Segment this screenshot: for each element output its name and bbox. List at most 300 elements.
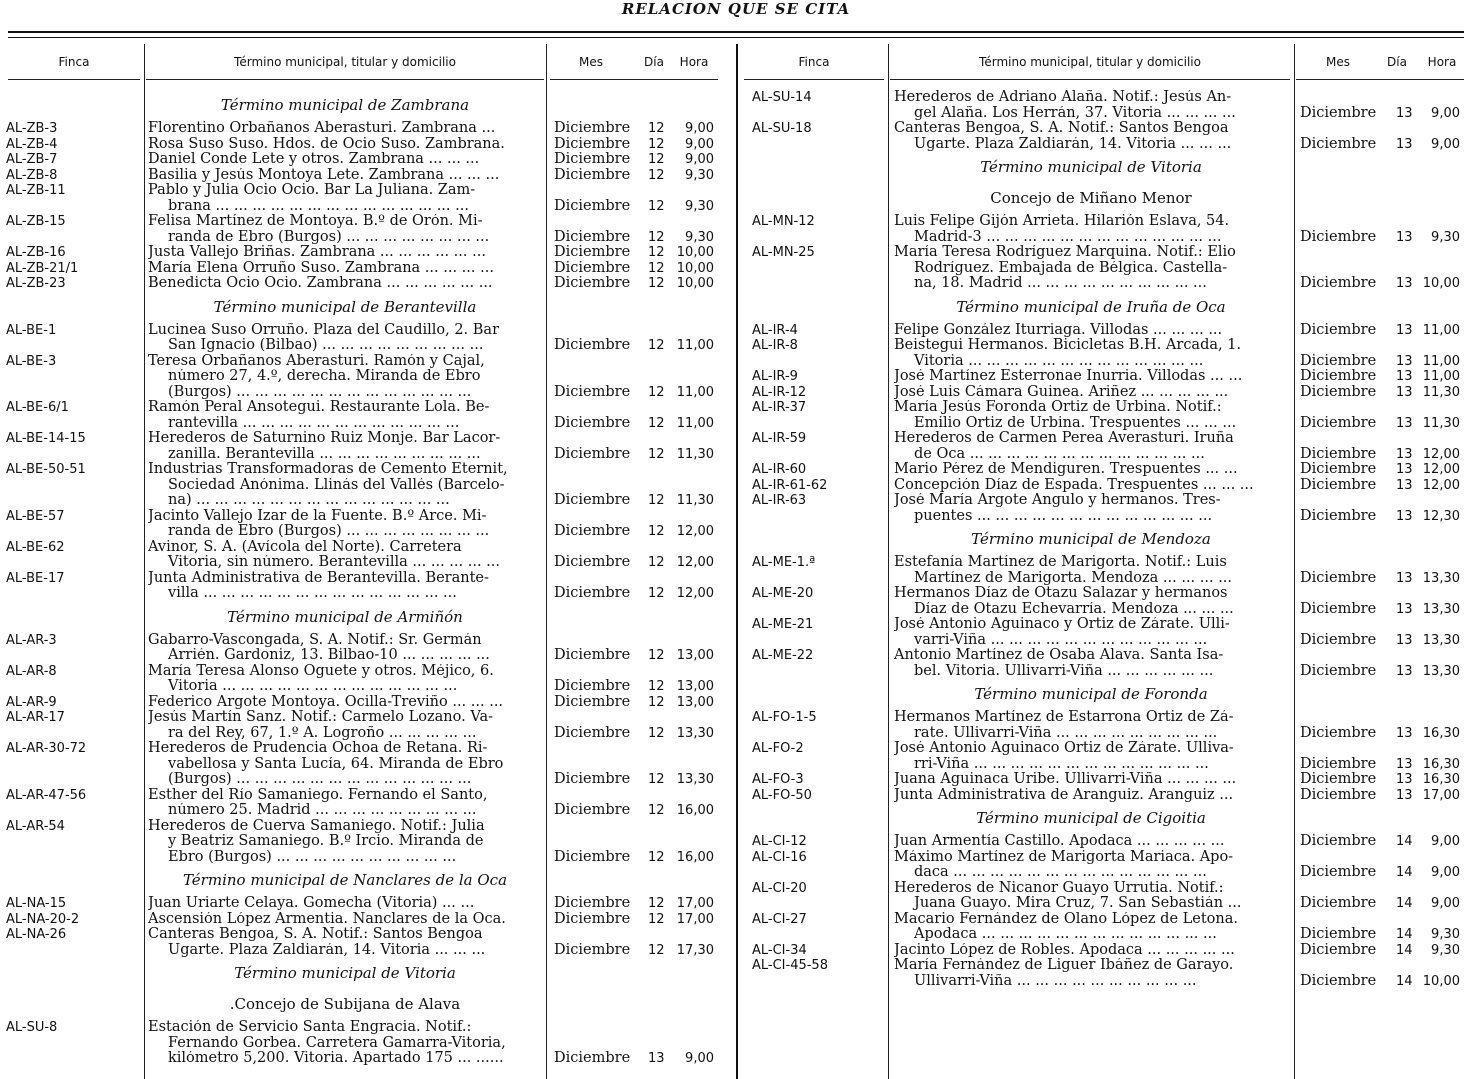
titular-line: Juana Aguinaca Uribe. Ullivarri-Viña ... ... ... ... — [894, 772, 1237, 787]
mes-value: Diciembre — [1300, 724, 1377, 741]
mes-value: Diciembre — [1300, 600, 1377, 617]
table-row — [0, 927, 736, 958]
finca-code: AL-CI-45-58 — [752, 958, 828, 973]
titular-line: puentes ... ... ... ... ... ... ... ... ... ... ... ... ... — [914, 508, 1213, 524]
dia-value: 13 — [1396, 462, 1413, 477]
mes-value: Diciembre — [554, 259, 631, 276]
titular-line: Junta Administrativa de Aranguiz. Aranguiz ... — [894, 787, 1234, 803]
table-row — [0, 276, 736, 292]
section-heading: Término municipal de Berantevilla — [213, 297, 477, 316]
titular-line: Macario Fernández de Olano López de Letona. — [894, 911, 1238, 927]
hora-value: 9,30 — [685, 167, 714, 183]
hora-value: 11,00 — [676, 415, 714, 431]
titular-line: Ugarte. Plaza Zaldiarán, 14. Vitoria ... ... ... — [914, 136, 1232, 152]
header-termino: Término municipal, titular y domicilio — [979, 54, 1201, 69]
titular-line: de Oca ... ... ... ... ... ... ... ... ... ... ... ... ... — [914, 446, 1205, 462]
titular-line: Concepción Díaz de Espada. Trespuentes ... ... ... — [894, 477, 1254, 493]
dia-value: 13 — [1396, 772, 1413, 787]
mes-value: Diciembre — [554, 445, 631, 462]
mes-value: Diciembre — [554, 228, 631, 245]
titular-line: José Luis Cámara Guinea. Ariñez ... ... ... ... ... — [894, 384, 1229, 400]
table-row — [0, 400, 736, 431]
finca-code: AL-ZB-8 — [6, 167, 58, 183]
header-hora: Hora — [679, 54, 709, 69]
mes-value: Diciembre — [1300, 864, 1377, 880]
hora-value: 17,00 — [676, 911, 714, 927]
header-dia: Día — [644, 54, 664, 69]
table-row — [744, 586, 1472, 617]
hora-value: 9,30 — [1431, 942, 1460, 958]
titular-line: Estación de Servicio Santa Engracia. Notif.: — [148, 1020, 472, 1035]
titular-line: na, 18. Madrid ... ... ... ... ... ... ... ... ... ... — [914, 276, 1207, 291]
titular-line: daca ... ... ... ... ... ... ... ... ... ... ... ... ... ... — [914, 865, 1207, 880]
right-header — [744, 44, 1472, 79]
finca-code: AL-ZB-21/1 — [6, 260, 79, 276]
right-rows — [744, 90, 1472, 989]
titular-line: Rosa Suso Suso. Hdos. de Ocio Suso. Zambrana. — [148, 136, 505, 152]
titular-line: Luis Felipe Gijón Arrieta. Hilarión Eslava, 54. — [894, 214, 1230, 229]
mes-value: Diciembre — [554, 895, 631, 911]
finca-code: AL-BE-50-51 — [6, 462, 86, 477]
finca-code: AL-AR-47-56 — [6, 787, 87, 803]
titular-line: Ebro (Burgos) ... ... ... ... ... ... ... ... ... ... — [168, 849, 457, 865]
table-row — [744, 555, 1472, 586]
hora-value: 9,00 — [1431, 865, 1460, 880]
finca-code: AL-IR-8 — [752, 338, 798, 353]
titular-line: bel. Vitoria. Ullivarri-Viña ... ... ... ... ... ... — [914, 663, 1214, 679]
titular-line: Díaz de Otazu Echevarría. Mendoza ... ... ... — [914, 601, 1234, 617]
titular-line: Vitoria, sin número. Berantevilla ... ... ... ... ... — [168, 555, 500, 570]
table-row — [0, 1020, 736, 1067]
hora-value: 16,30 — [1422, 725, 1460, 741]
dia-value: 13 — [1396, 384, 1413, 400]
section-heading: Término municipal de Vitoria — [234, 964, 456, 982]
table-row — [0, 183, 736, 214]
top-rule-thin — [8, 37, 1464, 38]
table-row — [0, 633, 736, 664]
table-row — [0, 695, 736, 711]
mes-value: Diciembre — [1300, 275, 1377, 291]
titular-line: Vitoria ... ... ... ... ... ... ... ... ... ... ... ... ... — [168, 679, 458, 694]
mes-value: Diciembre — [1300, 662, 1377, 679]
table-row — [744, 90, 1472, 121]
dia-value: 12 — [648, 198, 665, 214]
hora-value: 10,00 — [1422, 973, 1460, 989]
titular-line: Máximo Martínez de Marigorta Mariaca. Apo- — [894, 849, 1234, 865]
dia-value: 13 — [1396, 601, 1413, 617]
titular-line: Industrias Transformadoras de Cemento Eternit, — [148, 462, 508, 477]
dia-value: 12 — [648, 586, 665, 601]
hora-value: 12,00 — [676, 524, 714, 539]
mes-value: Diciembre — [554, 647, 631, 663]
hora-value: 11,30 — [1422, 415, 1460, 431]
table-row — [0, 819, 736, 866]
finca-code: AL-CI-34 — [752, 942, 807, 958]
dia-value: 12 — [648, 167, 665, 183]
mes-value: Diciembre — [1300, 476, 1377, 493]
left-column — [0, 44, 736, 1079]
table-row — [0, 214, 736, 245]
subsection-heading: .Concejo de Subijana de Alava — [229, 995, 461, 1013]
hora-value: 12,00 — [676, 586, 714, 601]
finca-code: AL-BE-1 — [6, 322, 57, 338]
dia-value: 13 — [1396, 322, 1413, 338]
finca-code: AL-IR-37 — [752, 400, 807, 415]
titular-line: Jacinto López de Robles. Apodaca ... ... ... ... ... — [894, 942, 1235, 958]
dia-value: 12 — [648, 849, 665, 865]
hora-value: 9,30 — [1431, 927, 1460, 942]
finca-code: AL-SU-18 — [752, 121, 812, 136]
right-column — [744, 44, 1472, 1079]
hora-value: 12,00 — [1422, 477, 1460, 493]
mes-value: Diciembre — [1300, 895, 1377, 911]
titular-line: Canteras Bengoa, S. A. Notif.: Santos Bengoa — [148, 927, 483, 942]
finca-code: AL-ZB-4 — [6, 136, 58, 152]
dia-value: 12 — [648, 911, 665, 927]
mes-value: Diciembre — [554, 554, 631, 570]
dia-value: 13 — [1396, 369, 1413, 384]
titular-line: Vitoria ... ... ... ... ... ... ... ... ... ... ... ... ... — [914, 353, 1204, 369]
header-finca: Finca — [798, 54, 830, 69]
dia-value: 13 — [1396, 756, 1413, 772]
mes-value: Diciembre — [554, 275, 631, 291]
titular-line: Emilio Ortiz de Urbina. Trespuentes ... ... ... — [914, 415, 1237, 431]
dia-value: 14 — [1396, 896, 1413, 911]
mes-value: Diciembre — [554, 724, 631, 741]
mes-value: Diciembre — [554, 585, 631, 601]
titular-line: María Teresa Alonso Oguete y otros. Méjico, 6. — [148, 663, 494, 679]
finca-code: AL-ME-21 — [752, 617, 814, 632]
table-row — [744, 478, 1472, 494]
hora-value: 10,00 — [1422, 276, 1460, 291]
mes-value: Diciembre — [1300, 771, 1377, 787]
mes-value: Diciembre — [554, 383, 631, 400]
titular-line: ra del Rey, 67, 1.º A. Logroño ... ... ... ... ... — [168, 725, 477, 741]
hora-value: 10,00 — [676, 276, 714, 291]
header-finca: Finca — [58, 54, 90, 69]
titular-line: Beistegui Hermanos. Bicicletas B.H. Arcada, 1. — [894, 338, 1242, 353]
titular-line: número 27, 4.º, derecha. Miranda de Ebro — [168, 369, 481, 384]
finca-code: AL-ZB-23 — [6, 276, 66, 291]
titular-line: Apodaca ... ... ... ... ... ... ... ... ... ... ... ... ... — [914, 927, 1217, 942]
left-rows — [0, 90, 736, 1067]
titular-line: na) ... ... ... ... ... ... ... ... ... ... ... ... ... ... — [168, 493, 450, 508]
dia-value: 12 — [648, 245, 665, 260]
finca-code: AL-FO-2 — [752, 741, 804, 756]
hora-value: 12,00 — [676, 555, 714, 570]
table-row — [0, 137, 736, 153]
finca-code: AL-ZB-16 — [6, 245, 66, 260]
mes-value: Diciembre — [554, 771, 631, 787]
titular-line: Hermanos Martínez de Estarrona Ortiz de Zá- — [894, 710, 1234, 725]
table-row — [744, 617, 1472, 648]
dia-value: 13 — [1396, 136, 1413, 152]
dia-value: 12 — [648, 121, 665, 136]
titular-line: Juan Armentía Castillo. Apodaca ... ... ... ... ... — [894, 834, 1225, 849]
hora-value: 9,00 — [1431, 136, 1460, 152]
table-row — [0, 462, 736, 509]
mes-value: Diciembre — [554, 166, 631, 183]
mes-value: Diciembre — [554, 848, 631, 865]
table-row — [0, 741, 736, 788]
hora-value: 9,00 — [685, 136, 714, 152]
table-row — [744, 881, 1472, 912]
titular-line: Martínez de Marigorta. Mendoza ... ... ... ... — [914, 570, 1233, 586]
table-row — [744, 400, 1472, 431]
left-header — [0, 44, 736, 79]
titular-line: rantevilla ... ... ... ... ... ... ... ... ... ... ... ... — [168, 415, 460, 431]
titular-line: Justa Vallejo Briñas. Zambrana ... ... ... ... ... ... — [148, 245, 486, 260]
titular-line: Federico Argote Montoya. Ocilla-Treviño ... ... ... — [148, 694, 504, 710]
finca-code: AL-SU-8 — [6, 1020, 58, 1035]
dia-value: 13 — [1396, 725, 1413, 741]
mes-value: Diciembre — [554, 523, 631, 539]
dia-value: 13 — [648, 1051, 665, 1066]
titular-line: Jesús Martín Sanz. Notif.: Carmelo Lozano. Va- — [148, 710, 494, 725]
mes-value: Diciembre — [554, 1050, 631, 1066]
mes-value: Diciembre — [554, 414, 631, 431]
table-row — [744, 834, 1472, 850]
finca-code: AL-BE-17 — [6, 570, 65, 586]
dia-value: 12 — [648, 260, 665, 276]
finca-code: AL-ZB-7 — [6, 152, 58, 167]
header-underline — [890, 79, 1290, 80]
finca-code: AL-BE-62 — [6, 539, 65, 555]
hora-value: 16,30 — [1422, 756, 1460, 772]
titular-line: zanilla. Berantevilla ... ... ... ... ... ... ... ... ... — [168, 446, 481, 462]
finca-code: AL-IR-60 — [752, 462, 807, 477]
mes-value: Diciembre — [554, 678, 631, 694]
finca-code: AL-IR-9 — [752, 369, 798, 384]
section-heading: Término municipal de Iruña de Oca — [956, 297, 1226, 316]
finca-code: AL-IR-63 — [752, 493, 807, 508]
mes-value: Diciembre — [554, 693, 631, 710]
finca-code: AL-IR-4 — [752, 322, 798, 338]
finca-code: AL-AR-54 — [6, 818, 65, 834]
section-heading: Término municipal de Nanclares de la Oca — [182, 871, 508, 889]
mes-value: Diciembre — [554, 120, 631, 136]
table-row — [744, 431, 1472, 462]
dia-value: 13 — [1396, 276, 1413, 291]
finca-code: AL-CI-27 — [752, 911, 807, 927]
titular-line: Ramón Peral Ansotegui. Restaurante Lola. Be- — [148, 400, 490, 415]
mes-value: Diciembre — [1300, 972, 1377, 989]
hora-value: 12,00 — [1422, 462, 1460, 477]
titular-line: rri-Viña ... ... ... ... ... ... ... ... ... ... ... ... ... — [914, 756, 1209, 772]
titular-line: rate. Ullivarri-Viña ... ... ... ... ... ... ... ... ... — [914, 725, 1218, 741]
hora-value: 9,00 — [685, 152, 714, 167]
finca-code: AL-FO-3 — [752, 772, 804, 787]
hora-value: 13,00 — [676, 648, 714, 663]
finca-code: AL-MN-25 — [752, 245, 815, 260]
dia-value: 13 — [1396, 508, 1413, 524]
titular-line: Felipe González Iturriaga. Villodas ... ... ... ... — [894, 322, 1223, 338]
hora-value: 9,00 — [1431, 105, 1460, 121]
dia-value: 13 — [1396, 415, 1413, 431]
titular-line: Ugarte. Plaza Zaldiarán, 14. Vitoria ... ... ... — [168, 942, 486, 958]
mes-value: Diciembre — [1300, 104, 1377, 121]
section-heading: Término municipal de Vitoria — [980, 158, 1202, 176]
mes-value: Diciembre — [1300, 414, 1377, 431]
titular-line: José María Argote Angulo y hermanos. Tres- — [894, 493, 1221, 508]
hora-value: 13,30 — [1422, 570, 1460, 586]
titular-line: Herederos de Cuerva Samaniego. Notif.: Julia — [148, 818, 485, 834]
section-heading: Término municipal de Zambrana — [220, 96, 470, 114]
titular-line: Juan Uriarte Celaya. Gomecha (Vitoria) ... ... — [148, 896, 475, 911]
hora-value: 11,30 — [676, 446, 714, 462]
column-divider — [144, 44, 145, 1079]
dia-value: 14 — [1396, 927, 1413, 942]
dia-value: 12 — [648, 524, 665, 539]
dia-value: 12 — [648, 229, 665, 245]
table-row — [744, 493, 1472, 524]
titular-line: Sociedad Anónima. Llinás del Vallés (Barcelo- — [168, 477, 505, 493]
dia-value: 13 — [1396, 446, 1413, 462]
hora-value: 9,30 — [685, 229, 714, 245]
hora-value: 11,30 — [676, 493, 714, 508]
table-row — [0, 168, 736, 184]
table-row — [744, 648, 1472, 679]
header-underline — [146, 79, 544, 80]
table-row — [744, 338, 1472, 369]
dia-value: 12 — [648, 679, 665, 694]
dia-value: 14 — [1396, 865, 1413, 880]
titular-line: Junta Administrativa de Berantevilla. Berante- — [148, 570, 489, 586]
titular-line: María Teresa Rodríguez Marquina. Notif.: Elio — [894, 245, 1236, 260]
titular-line: Fernando Gorbea. Carretera Gamarra-Vitoria, — [168, 1035, 506, 1051]
hora-value: 13,00 — [676, 679, 714, 694]
mes-value: Diciembre — [1300, 228, 1377, 245]
titular-line: y Beatriz Samaniego. B.º Ircio. Miranda de — [168, 834, 484, 849]
titular-line: Pablo y Julia Ocio Ocio. Bar La Juliana. Zam- — [148, 183, 476, 198]
hora-value: 9,00 — [1431, 896, 1460, 911]
finca-code: AL-IR-59 — [752, 431, 807, 446]
table-row — [0, 431, 736, 462]
finca-code: AL-CI-16 — [752, 849, 807, 865]
mes-value: Diciembre — [554, 151, 631, 167]
titular-line: Herederos de Carmen Perea Averasturi. Iruña — [894, 431, 1234, 446]
titular-line: (Burgos) ... ... ... ... ... ... ... ... ... ... ... ... ... — [168, 384, 472, 400]
table-row — [0, 261, 736, 277]
titular-line: vabellosa y Santa Lucía, 64. Miranda de Ebro — [168, 756, 504, 772]
table-row — [0, 323, 736, 354]
table-row — [744, 245, 1472, 292]
titular-line: brana ... ... ... ... ... ... ... ... ... ... ... ... ... ... — [168, 198, 469, 214]
titular-line: randa de Ebro (Burgos) ... ... ... ... ... ... ... ... — [168, 524, 490, 539]
mes-value: Diciembre — [554, 802, 631, 818]
finca-code: AL-ZB-3 — [6, 121, 58, 136]
table-row — [0, 710, 736, 741]
dia-value: 13 — [1396, 105, 1413, 121]
table-row — [744, 462, 1472, 478]
finca-code: AL-IR-61-62 — [752, 477, 828, 493]
hora-value: 11,00 — [676, 384, 714, 400]
titular-line: Ascensión López Armentia. Nanclares de la Oca. — [148, 911, 506, 927]
dia-value: 13 — [1396, 632, 1413, 648]
dia-value: 14 — [1396, 942, 1413, 958]
table-row — [0, 571, 736, 602]
titular-line: María Elena Orruño Suso. Zambrana ... ... ... ... — [148, 260, 494, 276]
hora-value: 16,00 — [676, 803, 714, 818]
column-divider — [546, 44, 547, 1079]
header-mes: Mes — [579, 54, 603, 69]
titular-line: Gabarro-Vascongada, S. A. Notif.: Sr. Germán — [148, 632, 482, 648]
header-dia: Día — [1387, 54, 1407, 69]
dia-value: 14 — [1396, 973, 1413, 989]
titular-line: Hermanos Díaz de Otazu Salazar y hermanos — [894, 586, 1228, 601]
dia-value: 13 — [1396, 229, 1413, 245]
hora-value: 13,30 — [1422, 601, 1460, 617]
hora-value: 9,30 — [1431, 229, 1460, 245]
finca-code: AL-CI-20 — [752, 880, 807, 896]
hora-value: 9,30 — [685, 198, 714, 214]
dia-value: 12 — [648, 276, 665, 291]
dia-value: 12 — [648, 555, 665, 570]
finca-code: AL-ME-22 — [752, 648, 814, 663]
dia-value: 12 — [648, 152, 665, 167]
titular-line: Avinor, S. A. (Avícola del Norte). Carretera — [148, 539, 462, 555]
mes-value: Diciembre — [1300, 786, 1377, 803]
hora-value: 13,30 — [1422, 663, 1460, 679]
dia-value: 13 — [1396, 570, 1413, 586]
mes-value: Diciembre — [1300, 755, 1377, 772]
header-underline — [8, 79, 140, 80]
mes-value: Diciembre — [554, 135, 631, 152]
finca-code: AL-ZB-11 — [6, 183, 66, 198]
titular-line: Basilia y Jesús Montoya Lete. Zambrana ... ... ... — [148, 167, 500, 183]
mes-value: Diciembre — [1300, 941, 1377, 958]
table-row — [0, 354, 736, 401]
column-divider — [1294, 44, 1295, 1079]
section-heading: Término municipal de Mendoza — [971, 530, 1211, 548]
finca-code: AL-IR-12 — [752, 384, 807, 400]
table-row — [744, 772, 1472, 788]
hora-value: 11,30 — [1422, 384, 1460, 400]
titular-line: Jacinto Vallejo Izar de la Fuente. B.º Arce. Mi- — [148, 508, 487, 524]
header-underline — [744, 79, 884, 80]
section-heading: Término municipal de Foronda — [974, 685, 1208, 703]
mes-value: Diciembre — [1300, 926, 1377, 942]
titular-line: Herederos de Saturnino Ruiz Monje. Bar Lacor- — [148, 431, 501, 446]
top-rule — [8, 31, 1464, 33]
page-title: RELACION QUE SE CITA — [621, 0, 851, 18]
titular-line: Benedicta Ocio Ocio. Zambrana ... ... ... ... ... ... — [148, 276, 493, 291]
mes-value: Diciembre — [554, 910, 631, 927]
finca-code: AL-AR-3 — [6, 632, 57, 648]
titular-line: Herederos de Nicanor Guayo Urrutia. Notif.: — [894, 880, 1224, 896]
titular-line: varri-Viña ... ... ... ... ... ... ... ... ... ... ... ... — [914, 632, 1208, 648]
finca-code: AL-ME-20 — [752, 586, 814, 601]
mes-value: Diciembre — [554, 941, 631, 958]
table-row — [744, 214, 1472, 245]
hora-value: 10,00 — [676, 245, 714, 260]
hora-value: 9,00 — [685, 1051, 714, 1066]
finca-code: AL-FO-1-5 — [752, 710, 817, 725]
hora-value: 13,30 — [1422, 632, 1460, 648]
page-divider — [736, 44, 738, 1079]
hora-value: 12,00 — [1422, 446, 1460, 462]
dia-value: 12 — [648, 493, 665, 508]
dia-value: 13 — [1396, 787, 1413, 803]
dia-value: 14 — [1396, 834, 1413, 849]
mes-value: Diciembre — [1300, 352, 1377, 369]
mes-value: Diciembre — [554, 197, 631, 214]
finca-code: AL-SU-14 — [752, 90, 812, 105]
dia-value: 12 — [648, 415, 665, 431]
hora-value: 16,00 — [676, 849, 714, 865]
header-mes: Mes — [1326, 54, 1350, 69]
hora-value: 11,00 — [676, 338, 714, 353]
